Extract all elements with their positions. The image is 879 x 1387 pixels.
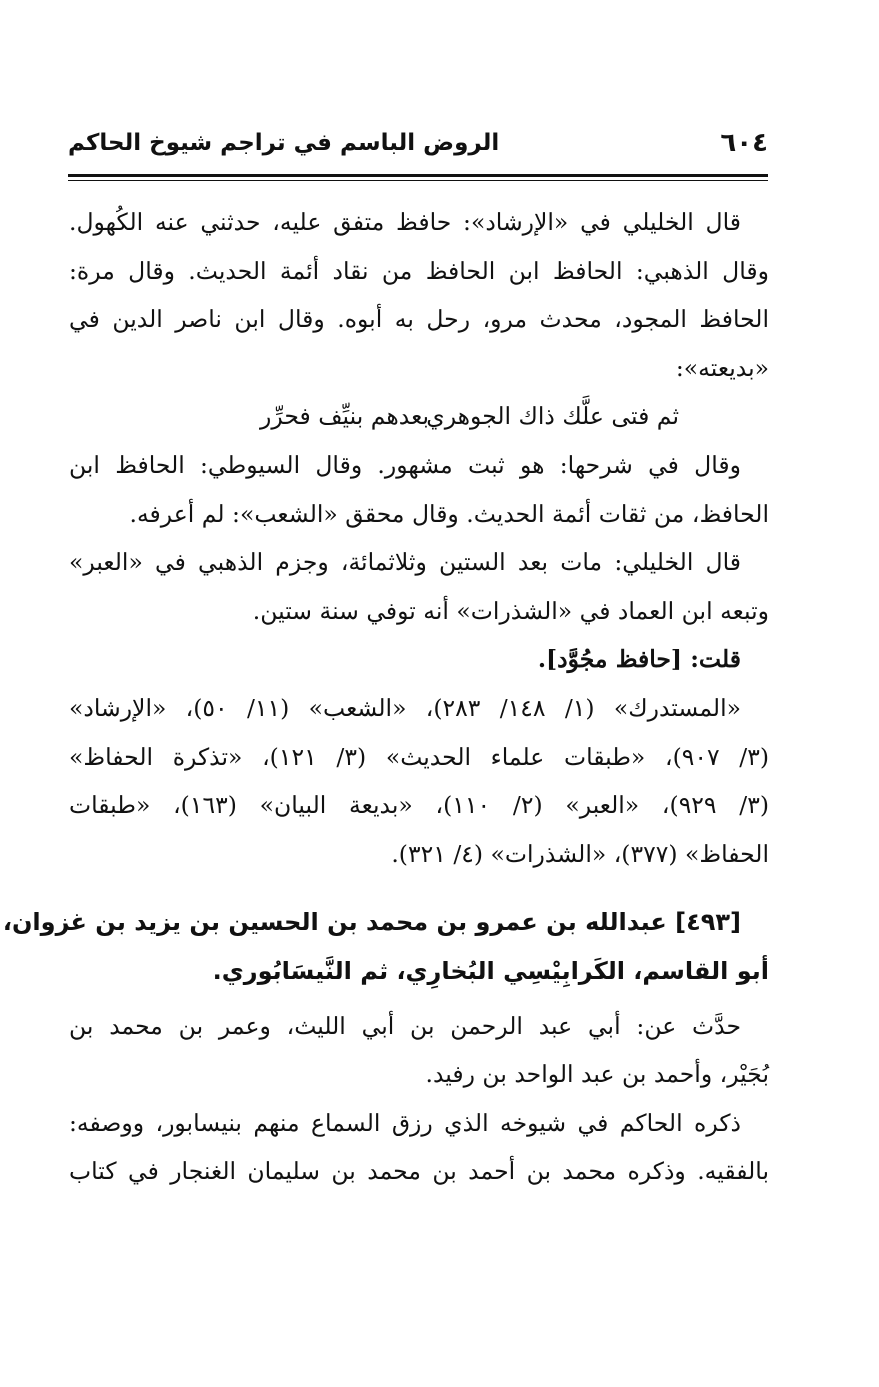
text-line: بُجَيْر، وأحمد بن عبد الواحد بن رفيد. (425, 1060, 769, 1089)
page-header (68, 128, 768, 168)
text-line: حدَّث عن: أبي عبد الرحمن بن أبي الليث، وعمر بن محمد بن (69, 1011, 741, 1040)
header-rule-thin (68, 180, 768, 181)
text-line: الحافظ، من ثقات أئمة الحديث. وقال محقق «الشعب»: لم أعرفه. (129, 499, 769, 528)
text-line: قال الخليلي في «الإرشاد»: حافظ متفق عليه، حدثني عنه الكُهول. (69, 208, 741, 236)
poem-hemistich-second: بعدهم بنيِّف فحرِّر (260, 402, 429, 431)
poem-hemistich-first: ثم فتى علَّك ذاك الجوهري (426, 402, 679, 431)
header-rule-thick (68, 174, 768, 177)
text-line: ذكره الحاكم في شيوخه الذي رزق السماع منهم بنيسابور، ووصفه: (69, 1108, 741, 1137)
entry-title: أبو القاسم، الكَرابِيْسِي البُخارِي، ثم النَّيسَابُوري. (212, 956, 769, 985)
text-line: قال الخليلي: مات بعد الستين وثلاثمائة، وجزم الذهبي في «العبر» (69, 548, 741, 577)
body-text (2, 198, 770, 1196)
poem-verse (69, 392, 769, 441)
text-line: وقال في شرحها: هو ثبت مشهور. وقال السيوطي: الحافظ ابن (69, 450, 741, 479)
text-line: وقال الذهبي: الحافظ ابن الحافظ من نقاد أئمة الحديث. وقال مرة: (69, 256, 769, 285)
text-line: الحافظ المجود، محدث مرو، رحل به أبوه. وقال ابن ناصر الدين في (69, 305, 769, 334)
verdict-line: قلت: [حافظ مجُوَّد]. (537, 645, 741, 674)
text-line: وتبعه ابن العماد في «الشذرات» أنه توفي سنة ستين. (252, 596, 769, 625)
sources-line: «المستدرك» (١/ ١٤٨/ ٢٨٣)، «الشعب» (١١/ ٥٠)، «الإرشاد» (69, 693, 741, 722)
sources-line: (٣/ ٩٢٩)، «العبر» (٢/ ١١٠)، «بديعة البيان» (١٦٣)، «طبقات (69, 791, 770, 820)
running-title: الروض الباسم في تراجم شيوخ الحاكم (68, 130, 500, 156)
section-gap (69, 878, 769, 898)
sources-line: الحفاظ» (٣٧٧)، «الشذرات» (٤/ ٣٢١). (391, 839, 769, 868)
page-number: ٦٠٤ (720, 128, 768, 158)
text-line: «بديعته»: (675, 353, 769, 382)
text-line: بالفقيه. وذكره محمد بن أحمد بن محمد بن سليمان الغنجار في كتاب (69, 1157, 769, 1186)
sources-line: (٣/ ٩٠٧)، «طبقات علماء الحديث» (٣/ ١٢١)، «تذكرة الحفاظ» (69, 742, 770, 771)
entry-title: [٤٩٣] عبدالله بن عمرو بن محمد بن الحسين بن يزيد بن غزوان، (2, 908, 741, 937)
